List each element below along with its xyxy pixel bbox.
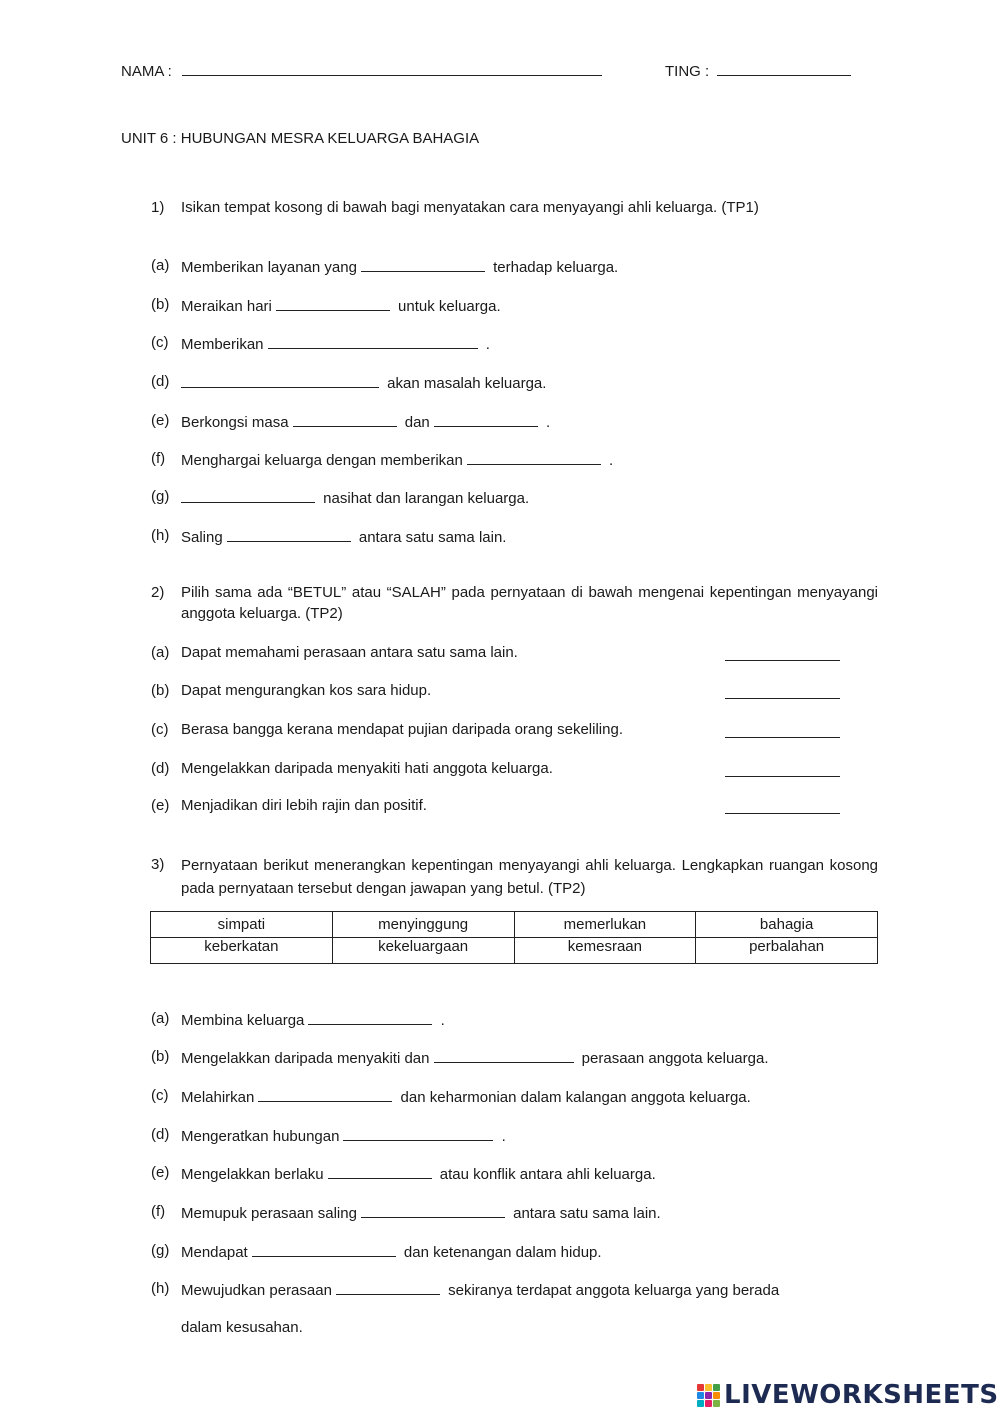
item-text: Memberikan layanan yang: [181, 259, 357, 276]
blank-input[interactable]: [181, 373, 379, 388]
item-text: antara satu sama lain.: [358, 529, 507, 546]
blank-input[interactable]: [276, 296, 390, 311]
q2-item-letter: (d): [151, 760, 170, 777]
q2-item-a: Dapat memahami perasaan antara satu sama lain.: [181, 644, 518, 661]
blank-input[interactable]: [361, 1203, 505, 1218]
q3-item-g: [181, 1242, 602, 1261]
unit-title: UNIT 6 : HUBUNGAN MESRA KELUARGA BAHAGIA: [121, 130, 480, 147]
word-bank-cell: keberkatan: [151, 938, 333, 964]
answer-input[interactable]: [725, 646, 840, 661]
word-bank-cell: bahagia: [696, 912, 878, 938]
q1-item-letter: (f): [151, 450, 166, 467]
item-text: Mengelakkan daripada menyakiti dan: [181, 1050, 430, 1067]
q1-prompt: Isikan tempat kosong di bawah bagi menyatakan cara menyayangi ahli keluarga. (TP1): [181, 199, 759, 216]
item-text: dan: [404, 414, 430, 431]
item-text: antara satu sama lain.: [513, 1205, 661, 1222]
item-text: .: [501, 1128, 506, 1145]
class-input[interactable]: [717, 61, 851, 76]
word-bank-row: [151, 912, 878, 938]
q1-item-d: [181, 373, 546, 392]
logo-square: [713, 1384, 720, 1391]
q1-number: 1): [151, 199, 165, 216]
q2-item-d: Mengelakkan daripada menyakiti hati anggota keluarga.: [181, 760, 553, 777]
q3-item-h: [181, 1280, 779, 1299]
q3-item-d: [181, 1126, 506, 1145]
q3-item-letter: (g): [151, 1242, 170, 1259]
item-text: dan ketenangan dalam hidup.: [403, 1244, 602, 1261]
item-text: dan keharmonian dalam kalangan anggota keluarga.: [400, 1089, 751, 1106]
item-text: Saling: [181, 529, 223, 546]
word-bank-cell: perbalahan: [696, 938, 878, 964]
item-text: Mengeratkan hubungan: [181, 1128, 340, 1145]
item-text: akan masalah keluarga.: [387, 375, 547, 392]
item-text: terhadap keluarga.: [493, 259, 619, 276]
q1-item-c: [181, 334, 490, 353]
q3-item-a: [181, 1010, 445, 1029]
answer-input[interactable]: [725, 762, 840, 777]
blank-input[interactable]: [328, 1164, 432, 1179]
item-text: Mengelakkan berlaku: [181, 1166, 324, 1183]
blank-input[interactable]: [434, 1048, 574, 1063]
q1-item-letter: (b): [151, 296, 170, 313]
q2-number: 2): [151, 584, 165, 601]
q2-item-letter: (b): [151, 682, 170, 699]
q3-item-letter: (c): [151, 1087, 169, 1104]
blank-input[interactable]: [181, 488, 315, 503]
q3-item-b: [181, 1048, 768, 1067]
q2-item-c: Berasa bangga kerana mendapat pujian daripada orang sekeliling.: [181, 721, 623, 738]
blank-input[interactable]: [361, 257, 485, 272]
item-text: atau konflik antara ahli keluarga.: [439, 1166, 656, 1183]
q2-item-b: Dapat mengurangkan kos sara hidup.: [181, 682, 432, 699]
q3-item-letter: (a): [151, 1010, 170, 1027]
q2-item-letter: (c): [151, 721, 169, 738]
item-text: .: [545, 414, 551, 431]
item-text: Berkongsi masa: [181, 414, 289, 431]
q3-number: 3): [151, 856, 165, 873]
item-text: .: [485, 336, 490, 353]
blank-input[interactable]: [258, 1087, 392, 1102]
word-bank-row: [151, 938, 878, 964]
q1-item-f: [181, 450, 613, 469]
q3-item-letter: (e): [151, 1164, 170, 1181]
blank-input[interactable]: [252, 1242, 396, 1257]
item-text: sekiranya terdapat anggota keluarga yang berada: [448, 1282, 780, 1299]
item-text: Melahirkan: [181, 1089, 255, 1106]
answer-input[interactable]: [725, 684, 840, 699]
q3-prompt: Pernyataan berikut menerangkan kepentingan menyayangi ahli keluarga. Lengkapkan ruangan kosong pada pernyataan tersebut dengan jawapan yang betul. (TP2): [181, 857, 878, 897]
blank-input[interactable]: [336, 1280, 440, 1295]
logo-square: [705, 1384, 712, 1391]
name-input[interactable]: [182, 61, 602, 76]
q1-item-letter: (g): [151, 488, 170, 505]
q1-item-h: [181, 527, 506, 546]
blank-input[interactable]: [293, 412, 397, 427]
q2-item-e: Menjadikan diri lebih rajin dan positif.: [181, 797, 427, 814]
item-text: nasihat dan larangan keluarga.: [323, 490, 530, 507]
q3-item-c: [181, 1087, 751, 1106]
word-bank-cell: menyinggung: [332, 912, 514, 938]
item-text: Mendapat: [181, 1244, 248, 1261]
q3-item-letter: (h): [151, 1280, 170, 1297]
word-bank-cell: simpati: [151, 912, 333, 938]
q2-item-letter: (a): [151, 644, 170, 661]
q1-item-letter: (a): [151, 257, 170, 274]
q1-item-a: [181, 257, 618, 276]
logo-grid-icon: [697, 1384, 720, 1407]
item-text: Mewujudkan perasaan: [181, 1282, 332, 1299]
q3-item-letter: (d): [151, 1126, 170, 1143]
logo-square: [713, 1392, 720, 1399]
q1-item-e: [181, 412, 550, 431]
logo-square: [705, 1400, 712, 1407]
q1-item-letter: (e): [151, 412, 170, 429]
item-text: Memberikan: [181, 336, 264, 353]
logo-square: [705, 1392, 712, 1399]
word-bank-cell: memerlukan: [514, 912, 696, 938]
blank-input[interactable]: [434, 412, 538, 427]
q3-item-f: [181, 1203, 661, 1222]
class-label: TING :: [665, 63, 710, 80]
q2-item-letter: (e): [151, 797, 170, 814]
q1-item-b: [181, 296, 501, 315]
item-text: .: [440, 1012, 445, 1029]
blank-input[interactable]: [268, 334, 478, 349]
blank-input[interactable]: [343, 1126, 493, 1141]
blank-input[interactable]: [467, 450, 601, 465]
q3-item-e: [181, 1164, 656, 1183]
item-text: Membina keluarga: [181, 1012, 305, 1029]
q1-item-letter: (d): [151, 373, 170, 390]
logo-square: [697, 1384, 704, 1391]
q3-item-h-continuation: dalam kesusahan.: [181, 1319, 303, 1336]
q1-item-g: [181, 488, 529, 507]
q1-item-letter: (c): [151, 334, 169, 351]
item-text: Memupuk perasaan saling: [181, 1205, 357, 1222]
logo-square: [697, 1400, 704, 1407]
logo-square: [697, 1392, 704, 1399]
logo-square: [713, 1400, 720, 1407]
name-label: NAMA :: [121, 63, 172, 80]
q2-prompt: Pilih sama ada “BETUL” atau “SALAH” pada pernyataan di bawah mengenai kepentingan menyayangi anggota keluarga. (TP2): [181, 584, 878, 622]
blank-input[interactable]: [308, 1010, 432, 1025]
word-bank-cell: kekeluargaan: [332, 938, 514, 964]
item-text: Meraikan hari: [181, 298, 272, 315]
blank-input[interactable]: [227, 527, 351, 542]
q1-item-letter: (h): [151, 527, 170, 544]
name-field-row: [121, 61, 606, 80]
q3-item-letter: (f): [151, 1203, 166, 1220]
item-text: Menghargai keluarga dengan memberikan: [181, 452, 463, 469]
answer-input[interactable]: [725, 799, 840, 814]
word-bank-cell: kemesraan: [514, 938, 696, 964]
liveworksheets-logo: [697, 1381, 999, 1409]
answer-input[interactable]: [725, 723, 840, 738]
item-text: untuk keluarga.: [398, 298, 501, 315]
q3-item-letter: (b): [151, 1048, 170, 1065]
word-bank-table: [150, 911, 878, 964]
logo-text: LIVEWORKSHEETS: [724, 1380, 999, 1410]
item-text: perasaan anggota keluarga.: [581, 1050, 769, 1067]
item-text: .: [609, 452, 614, 469]
class-field-row: [665, 61, 855, 80]
